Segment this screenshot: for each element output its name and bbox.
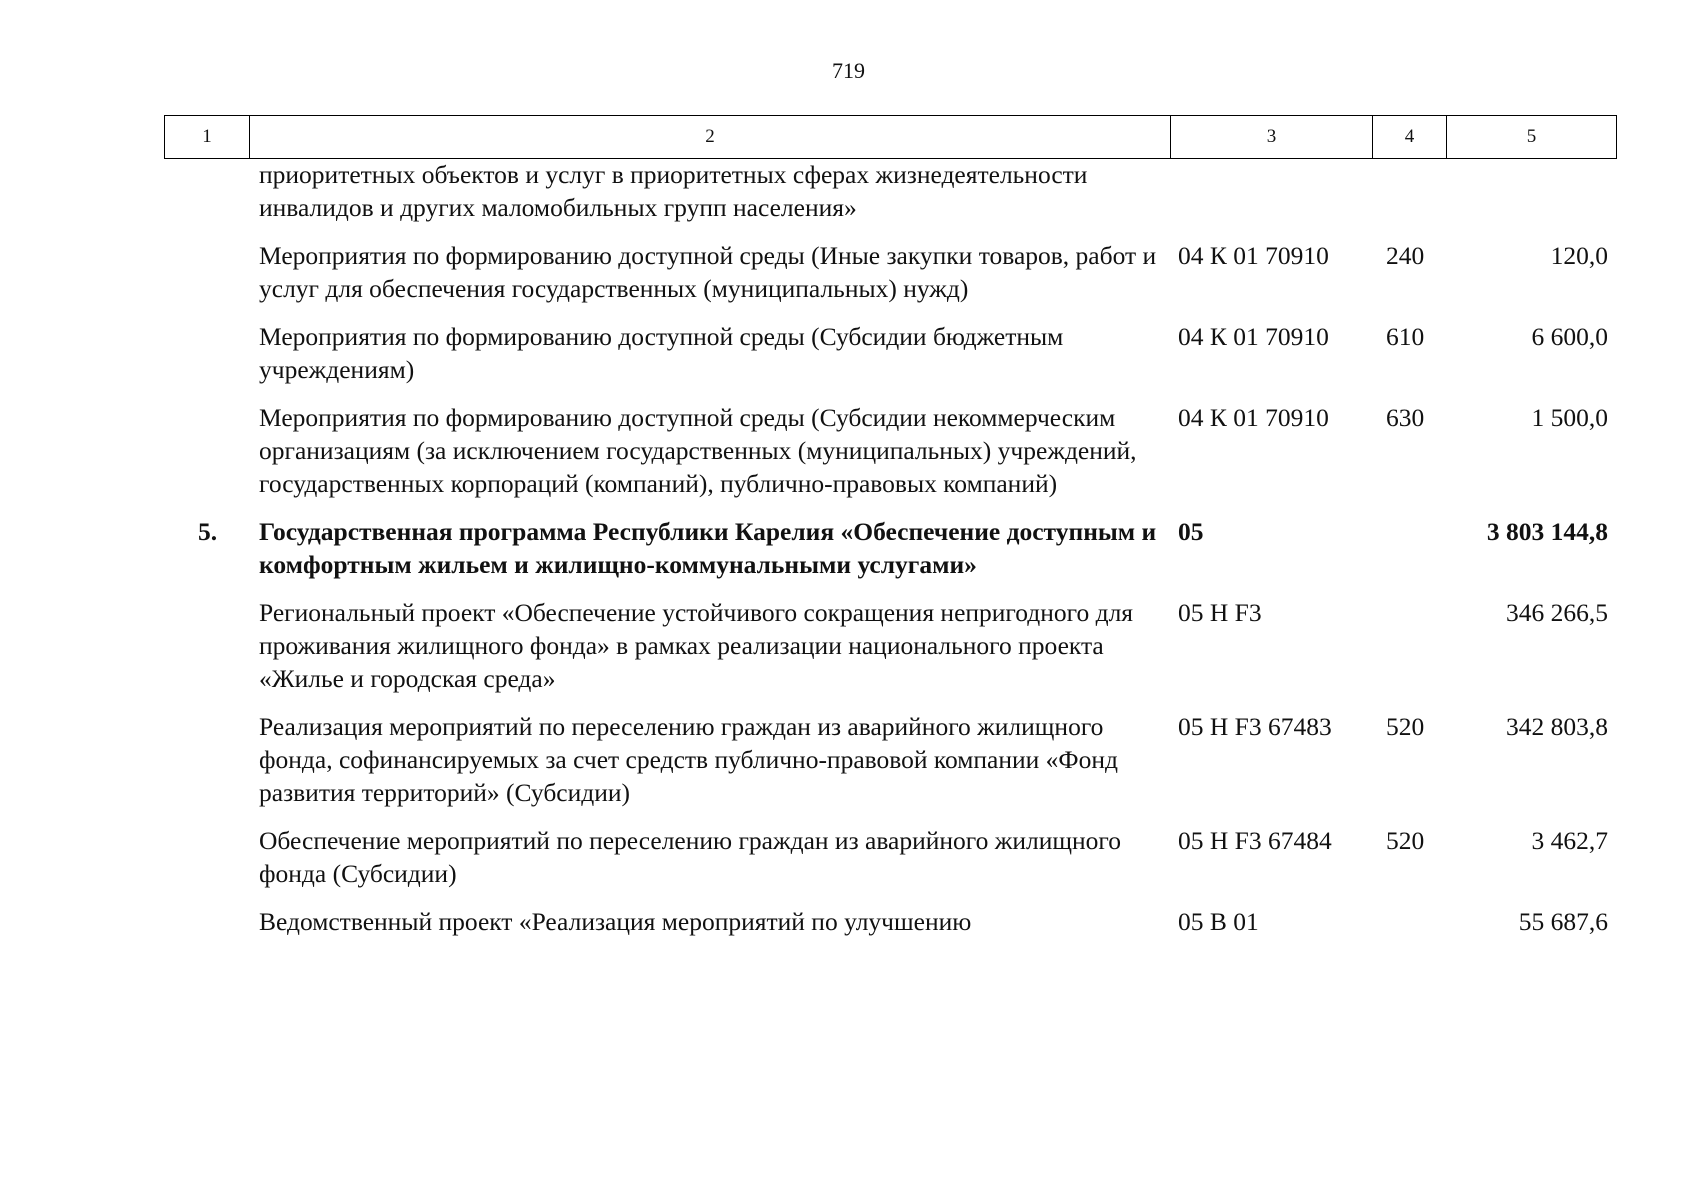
row-expense-type: 520: [1386, 712, 1425, 741]
row-target-code: 04 К 01 70910: [1178, 403, 1329, 432]
row-amount: 3 803 144,8: [1486, 517, 1608, 546]
column-header-5: 5: [1447, 116, 1617, 159]
table-row: [164, 158, 1616, 224]
row-amount: [1446, 158, 1616, 224]
row-target-code: 04 К 01 70910: [1178, 241, 1329, 270]
row-expense-type: [1372, 905, 1446, 938]
page-number: 719: [832, 58, 865, 83]
row-target-code: [1170, 158, 1372, 224]
row-name: приоритетных объектов и услуг в приоритетных сферах жизнедеятельности инвалидов и других маломобильных групп населения»: [259, 160, 1088, 222]
row-target-code: 05 Н F3: [1178, 598, 1262, 627]
column-header-4: 4: [1373, 116, 1447, 159]
row-name: Государственная программа Республики Карелия «Обеспечение доступным и комфортным жильем и жилищно-коммунальными услугами»: [259, 517, 1157, 579]
row-target-code: 05: [1178, 517, 1204, 546]
row-name: Региональный проект «Обеспечение устойчивого сокращения непригодного для проживания жилищного фонда» в рамках реализации национального проекта «Жилье и городская среда»: [259, 598, 1134, 693]
table-row: [164, 320, 1616, 386]
row-number: [164, 596, 249, 695]
row-number: [164, 401, 249, 500]
program-heading-row: [164, 515, 1616, 581]
budget-table-body: [164, 158, 1616, 953]
row-amount: 1 500,0: [1531, 403, 1608, 432]
row-target-code: 05 В 01: [1178, 907, 1259, 936]
row-name: Мероприятия по формированию доступной среды (Субсидии некоммерческим организациям (за исключением государственных (муниципальных) учреждений, государственных корпораций (компаний), публично-правовых компаний): [259, 403, 1137, 498]
table-row: [164, 905, 1616, 938]
row-number: [164, 710, 249, 809]
row-target-code: 04 К 01 70910: [1178, 322, 1329, 351]
row-amount: 120,0: [1550, 241, 1608, 270]
row-expense-type: [1372, 596, 1446, 695]
row-name: Ведомственный проект «Реализация мероприятий по улучшению: [259, 907, 972, 936]
row-expense-type: [1372, 515, 1446, 581]
row-name: Обеспечение мероприятий по переселению граждан из аварийного жилищного фонда (Субсидии): [259, 826, 1121, 888]
row-expense-type: [1372, 158, 1446, 224]
table-row: [164, 824, 1616, 890]
column-header-1: 1: [165, 116, 250, 159]
row-name: Мероприятия по формированию доступной среды (Субсидии бюджетным учреждениям): [259, 322, 1064, 384]
table-row: [164, 239, 1616, 305]
row-target-code: 05 Н F3 67484: [1178, 826, 1332, 855]
table-row: [164, 710, 1616, 809]
table-row: [164, 596, 1616, 695]
row-number: 5.: [198, 517, 218, 546]
column-header-3: 3: [1171, 116, 1373, 159]
row-name: Мероприятия по формированию доступной среды (Иные закупки товаров, работ и услуг для обеспечения государственных (муниципальных) нужд): [259, 241, 1157, 303]
row-number: [164, 905, 249, 938]
row-amount: 3 462,7: [1531, 826, 1608, 855]
row-target-code: 05 Н F3 67483: [1178, 712, 1332, 741]
row-number: [164, 239, 249, 305]
row-amount: 346 266,5: [1506, 598, 1608, 627]
row-amount: 6 600,0: [1531, 322, 1608, 351]
column-header-row: [165, 116, 1617, 159]
row-name: Реализация мероприятий по переселению граждан из аварийного жилищного фонда, софинансируемых за счет средств публично-правовой компании «Фонд развития территорий» (Субсидии): [259, 712, 1118, 807]
column-header-2: 2: [250, 116, 1171, 159]
row-amount: 55 687,6: [1518, 907, 1608, 936]
column-header-table: [164, 115, 1617, 159]
row-number: [164, 824, 249, 890]
table-row: [164, 401, 1616, 500]
row-number: [164, 320, 249, 386]
row-expense-type: 520: [1386, 826, 1425, 855]
row-amount: 342 803,8: [1506, 712, 1608, 741]
row-expense-type: 240: [1386, 241, 1425, 270]
row-number: [164, 158, 249, 224]
row-expense-type: 610: [1386, 322, 1425, 351]
row-expense-type: 630: [1386, 403, 1425, 432]
